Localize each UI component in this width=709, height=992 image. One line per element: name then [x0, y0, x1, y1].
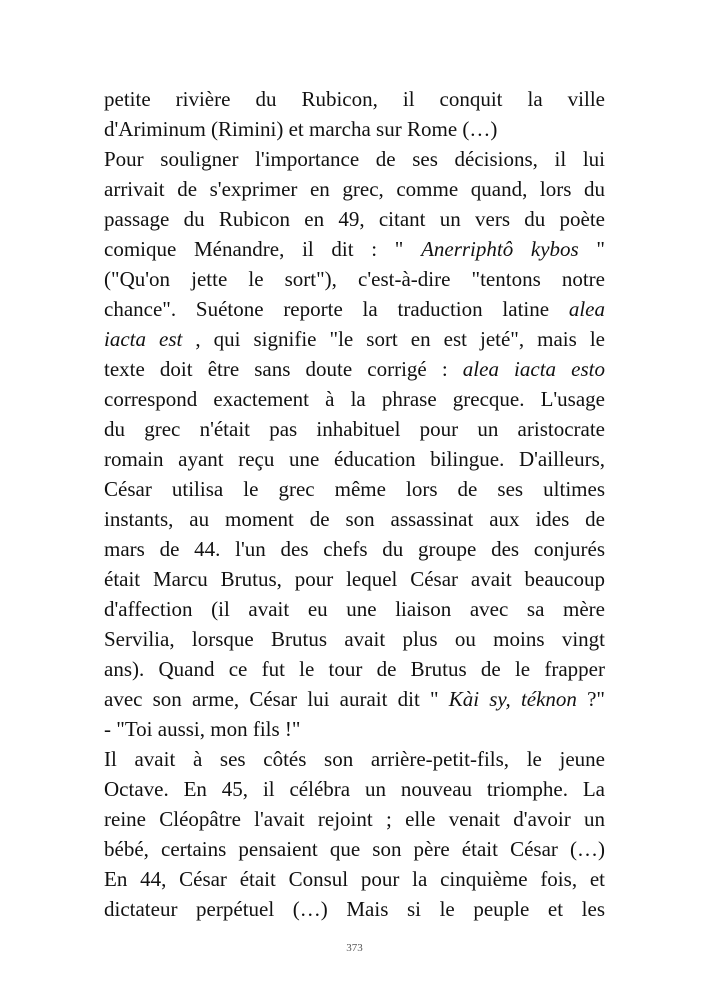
italic-text: alea [568, 297, 605, 321]
text-line [104, 744, 605, 774]
text-line [104, 714, 605, 744]
text-segment: d'affection (il avait eu une liaison avec sa mère [104, 597, 605, 621]
text-segment: du grec n'était pas inhabituel pour un aristocrate [104, 417, 605, 441]
text-line [104, 384, 605, 414]
text-segment: d'Ariminum (Rimini) et marcha sur Rome (…) [104, 117, 498, 141]
text-line [104, 804, 605, 834]
text-segment: romain ayant reçu une éducation bilingue. D'ailleurs, [104, 447, 605, 471]
text-line [104, 174, 605, 204]
text-segment: chance". Suétone reporte la traduction latine [104, 297, 569, 321]
text-line [104, 624, 605, 654]
text-segment: était Marcu Brutus, pour lequel César avait beaucoup [104, 567, 605, 591]
text-segment: , qui signifie "le sort en est jeté", mais le [182, 327, 605, 351]
text-segment: arrivait de s'exprimer en grec, comme quand, lors du [104, 177, 605, 201]
text-line [104, 114, 605, 144]
text-segment: ?" [576, 687, 605, 711]
text-line [104, 684, 605, 714]
body-text [104, 84, 605, 924]
text-segment: mars de 44. l'un des chefs du groupe des conjurés [104, 537, 605, 561]
text-segment: avec son arme, César lui aurait dit " [104, 687, 449, 711]
text-segment: correspond exactement à la phrase grecque. L'usage [104, 387, 605, 411]
text-segment: ("Qu'on jette le sort"), c'est-à-dire "tentons notre [104, 267, 605, 291]
text-segment: comique Ménandre, il dit : " [104, 237, 422, 261]
text-line [104, 774, 605, 804]
text-segment: ans). Quand ce fut le tour de Brutus de le frapper [104, 657, 605, 681]
text-line [104, 144, 605, 174]
text-segment: petite rivière du Rubicon, il conquit la ville [104, 87, 605, 111]
text-line [104, 414, 605, 444]
text-segment: texte doit être sans doute corrigé : [104, 357, 463, 381]
text-segment: Octave. En 45, il célébra un nouveau triomphe. La [104, 777, 605, 801]
text-line [104, 894, 605, 924]
text-line [104, 354, 605, 384]
text-segment: passage du Rubicon en 49, citant un vers du poète [104, 207, 605, 231]
text-line [104, 654, 605, 684]
text-line [104, 534, 605, 564]
text-segment: César utilisa le grec même lors de ses ultimes [104, 477, 605, 501]
text-segment: En 44, César était Consul pour la cinquième fois, et [104, 867, 605, 891]
text-line [104, 564, 605, 594]
text-segment: - "Toi aussi, mon fils !" [104, 717, 301, 741]
italic-text: Kài sy, téknon [448, 687, 577, 711]
text-segment: bébé, certains pensaient que son père était César (…) [104, 837, 605, 861]
page-number: 373 [346, 942, 363, 954]
text-line [104, 834, 605, 864]
text-segment: " [578, 237, 605, 261]
italic-text: iacta est [104, 327, 183, 351]
text-segment: Pour souligner l'importance de ses décisions, il lui [104, 147, 605, 171]
text-line [104, 294, 605, 324]
text-line [104, 234, 605, 264]
text-line [104, 264, 605, 294]
text-line [104, 474, 605, 504]
italic-text: alea iacta esto [462, 357, 605, 381]
text-segment: Il avait à ses côtés son arrière-petit-fils, le jeune [104, 747, 605, 771]
text-segment: instants, au moment de son assassinat aux ides de [104, 507, 605, 531]
text-line [104, 444, 605, 474]
text-line [104, 504, 605, 534]
italic-text: Anerriphtô kybos [421, 237, 579, 261]
text-segment: Servilia, lorsque Brutus avait plus ou moins vingt [104, 627, 605, 651]
text-line [104, 84, 605, 114]
text-line [104, 594, 605, 624]
text-segment: dictateur perpétuel (…) Mais si le peuple et les [104, 897, 605, 921]
text-line [104, 864, 605, 894]
text-line [104, 324, 605, 354]
text-line [104, 204, 605, 234]
text-segment: reine Cléopâtre l'avait rejoint ; elle venait d'avoir un [104, 807, 605, 831]
